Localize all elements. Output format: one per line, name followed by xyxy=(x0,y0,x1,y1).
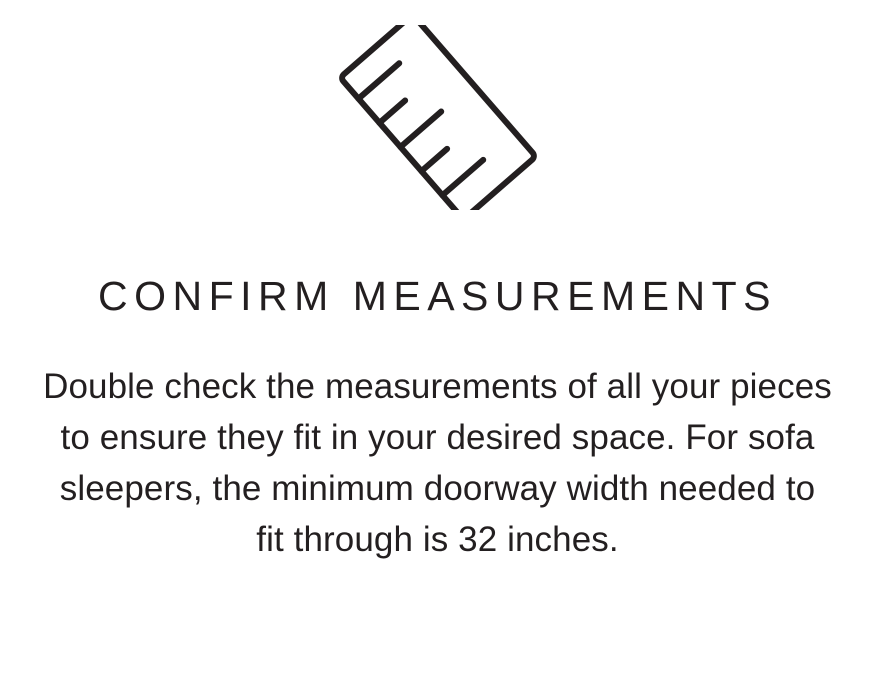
description-text: Double check the measurements of all your pieces to ensure they fit in your desired space. For sofa sleepers, the minimum doorway width needed to fit through is 32 inches. xyxy=(43,367,832,560)
page-title: CONFIRM MEASUREMENTS xyxy=(98,273,777,319)
ruler-icon xyxy=(308,22,568,212)
